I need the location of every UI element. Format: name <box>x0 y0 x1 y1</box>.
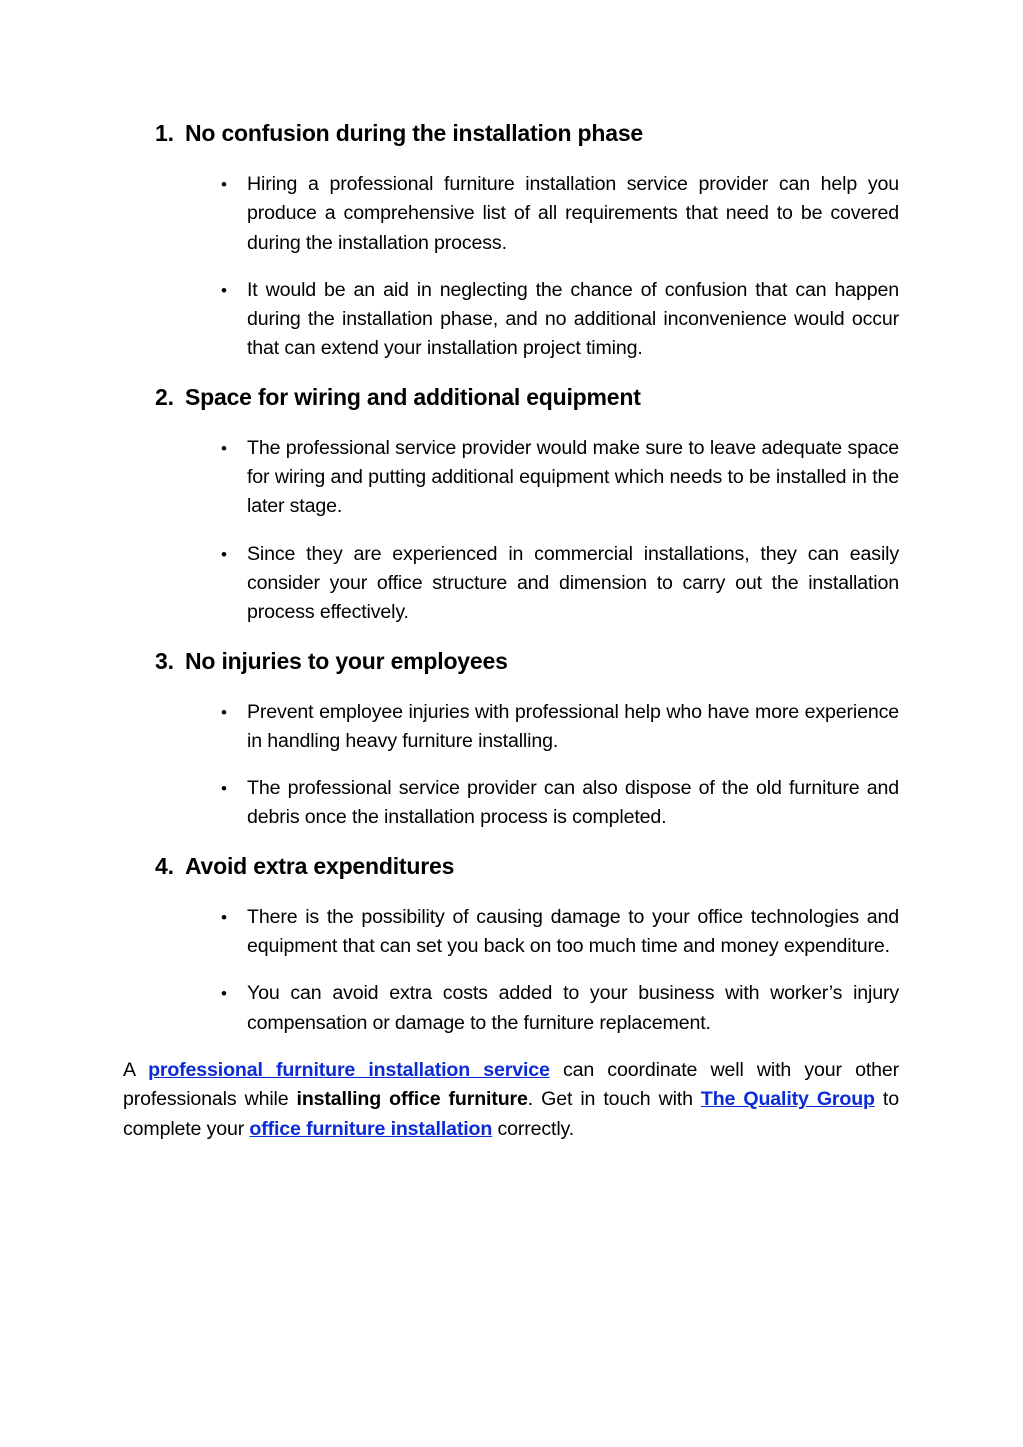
list-item <box>123 540 899 628</box>
bullet-icon: • <box>221 280 227 300</box>
installing-office-furniture-bold: installing office furniture <box>296 1088 528 1111</box>
closing-text: A <box>123 1058 149 1081</box>
section-title: Avoid extra expenditures <box>185 852 455 879</box>
office-furniture-installation-link[interactable]: office furniture installation <box>249 1117 493 1140</box>
section-heading <box>123 851 899 881</box>
closing-text: can coordinate well with your other professionals while <box>123 1058 899 1111</box>
section-4 <box>123 851 899 1038</box>
closing-paragraph <box>123 1056 899 1144</box>
section-title: Space for wiring and additional equipment <box>185 383 641 410</box>
section-heading <box>123 646 899 676</box>
the-quality-group-link[interactable]: The Quality Group <box>700 1088 875 1111</box>
section-number: 1. <box>155 120 174 146</box>
bullet-text: There is the possibility of causing damage to your office technologies and equipment that can set you back on too much time and money expenditure. <box>247 905 899 958</box>
section-title: No confusion during the installation phase <box>185 120 644 146</box>
section-1 <box>123 118 899 364</box>
section-number: 2. <box>155 383 174 410</box>
bullet-text: It would be an aid in neglecting the chance of confusion that can happen during the installation phase, and no additional inconvenience would occur that can extend your installation project timing. <box>247 278 899 360</box>
list-item <box>123 170 899 258</box>
list-item <box>123 698 899 757</box>
section-2 <box>123 382 899 628</box>
list-item <box>123 276 899 364</box>
bullet-text: The professional service provider would make sure to leave adequate space for wiring and putting additional equipment which needs to be installed in the later stage. <box>247 436 899 518</box>
bullet-icon: • <box>221 907 227 927</box>
bullet-list <box>123 434 899 628</box>
bullet-icon: • <box>221 175 227 194</box>
bullet-list <box>123 903 899 1038</box>
bullet-icon: • <box>221 544 227 564</box>
bullet-icon: • <box>221 438 227 458</box>
closing-text: to complete your <box>123 1088 899 1140</box>
list-item <box>123 774 899 833</box>
section-3 <box>123 646 899 833</box>
section-number: 4. <box>155 852 174 879</box>
closing-text: correctly. <box>492 1117 575 1140</box>
section-title: No injuries to your employees <box>185 647 508 674</box>
section-heading <box>123 118 899 148</box>
bullet-icon: • <box>221 702 227 722</box>
bullet-list <box>123 170 899 364</box>
closing-text: . Get in touch with <box>527 1088 701 1111</box>
document-page <box>123 118 899 1163</box>
bullet-icon: • <box>221 984 227 1004</box>
section-heading <box>123 382 899 412</box>
professional-furniture-installation-link[interactable]: professional furniture installation service <box>148 1058 550 1081</box>
section-number: 3. <box>155 647 174 674</box>
bullet-text: The professional service provider can also dispose of the old furniture and debris once the installation process is completed. <box>247 777 899 829</box>
list-item <box>123 903 899 962</box>
bullet-text: Hiring a professional furniture installation service provider can help you produce a comprehensive list of all requirements that need to be covered during the installation process. <box>247 173 899 254</box>
list-item <box>123 434 899 522</box>
bullet-list <box>123 698 899 833</box>
bullet-text: Prevent employee injuries with professional help who have more experience in handling heavy furniture installing. <box>247 700 899 752</box>
bullet-icon: • <box>221 779 227 799</box>
list-item <box>123 979 899 1038</box>
bullet-text: Since they are experienced in commercial installations, they can easily consider your office structure and dimension to carry out the installation process effectively. <box>247 542 899 624</box>
bullet-text: You can avoid extra costs added to your business with worker’s injury compensation or damage to the furniture replacement. <box>247 982 899 1034</box>
